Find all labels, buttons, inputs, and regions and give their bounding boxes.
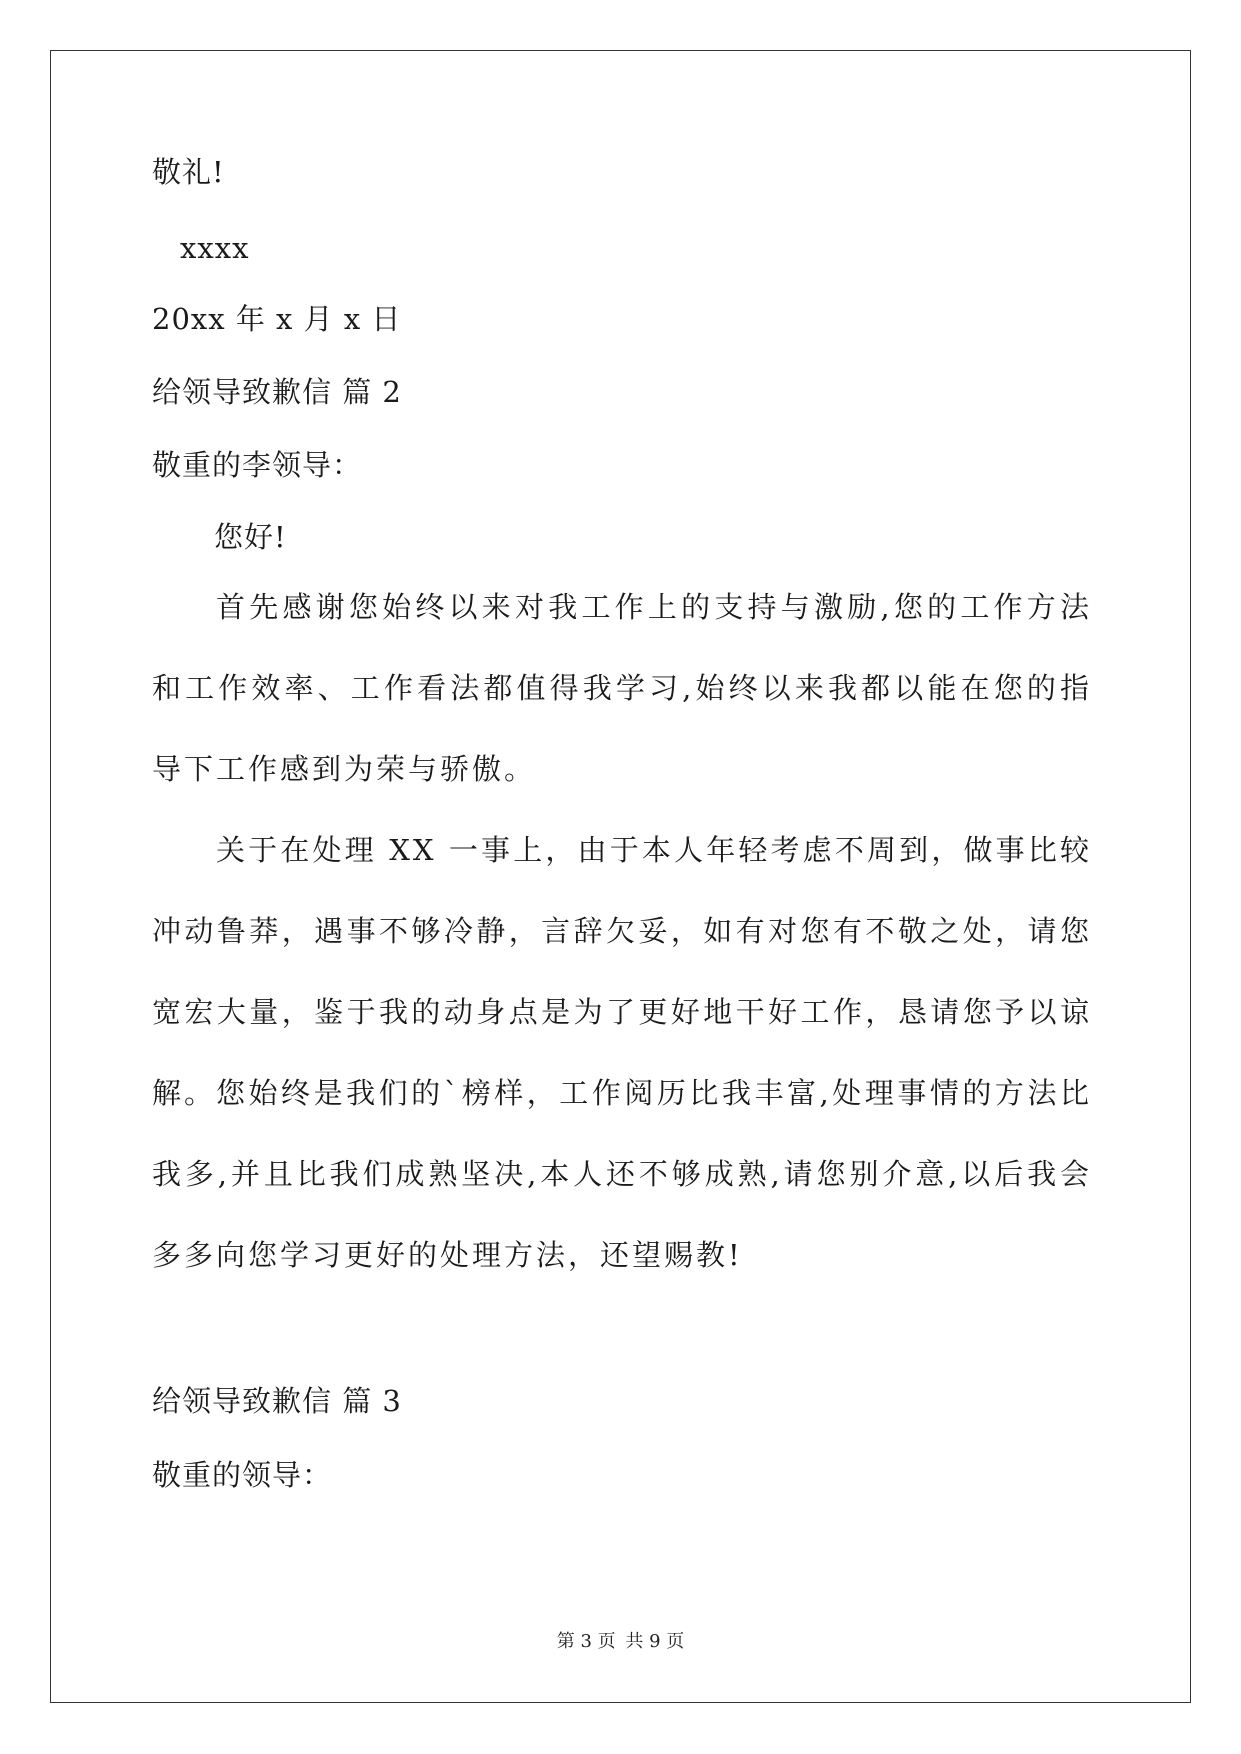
salutation-2: 敬重的李领导： (152, 448, 363, 482)
section-heading-3: 给领导致歉信 篇 3 (152, 1384, 402, 1418)
paragraph-apology: 关于在处理 XX 一事上，由于本人年轻考虑不周到，做事比较冲动鲁莽，遇事不够冷静，言辞欠妥，如有对您有不敬之处，请您宽宏大量，鉴于我的动身点是为了更好地干好工作，恳请您予以谅解。 (152, 833, 1092, 1110)
greeting-2: 您好! (214, 520, 287, 554)
salutation-3: 敬重的领导： (152, 1458, 333, 1492)
page-number: 第 3 页 (556, 1631, 616, 1652)
signature-line: xxxx (180, 231, 250, 265)
section-heading-2: 给领导致歉信 篇 2 (152, 375, 402, 409)
paragraph-respect: 您始终是我们的`榜样，工作阅历比我丰富,处理事情的方法比我多,并且比我们成熟坚决,本人还不够成熟,请您别介意,以后我会多多向您学习更好的处理方法，还望赐教! (152, 1076, 1092, 1272)
closing-line: 敬礼! (152, 155, 225, 189)
date-line: 20xx 年 x 月 x 日 (152, 302, 402, 336)
page-total: 共 9 页 (625, 1631, 685, 1652)
page-footer (0, 1633, 1241, 1651)
paragraph-thanks: 首先感谢您始终以来对我工作上的支持与激励,您的工作方法和工作效率、工作看法都值得我学习,始终以来我都以能在您的指导下工作感到为荣与骄傲。 (152, 590, 1092, 786)
